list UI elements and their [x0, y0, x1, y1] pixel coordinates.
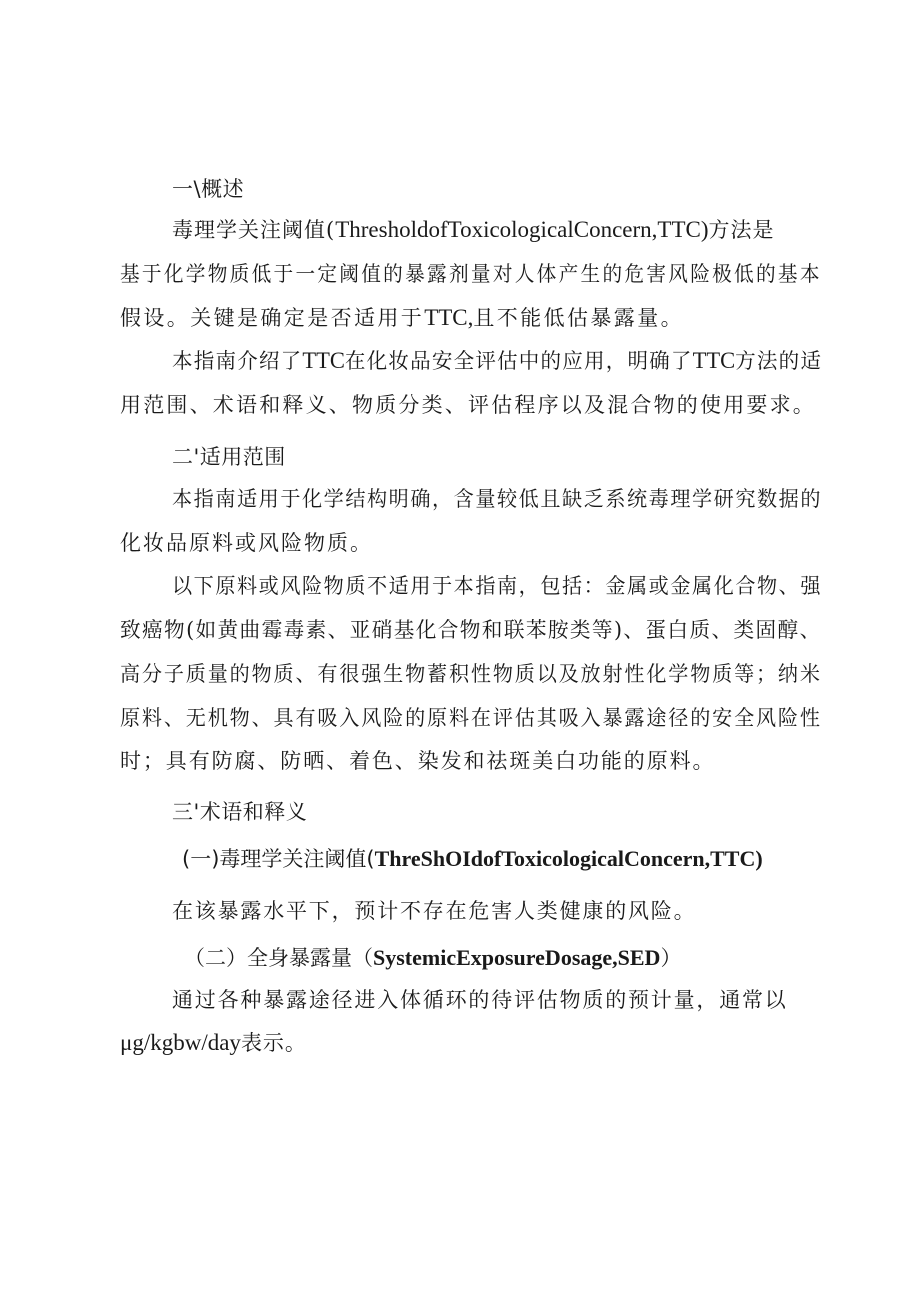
- english-term: SystemicExposureDosage,SED: [373, 945, 661, 970]
- text-span: 在化妆品安全评估中的应用，明确了: [344, 349, 693, 373]
- text-span: ）: [660, 946, 682, 970]
- paragraph-line: 基于化学物质低于一定阈值的暴露剂量对人体产生的危害风险极低的基本: [120, 262, 822, 286]
- paragraph-line: 用范围、术语和释义、物质分类、评估程序以及混合物的使用要求。: [120, 393, 816, 417]
- paragraph-line: 本指南适用于化学结构明确，含量较低且缺乏系统毒理学研究数据的: [172, 487, 822, 511]
- paragraph-line: 以下原料或风险物质不适用于本指南，包括：金属或金属化合物、强: [172, 574, 822, 598]
- english-term: TTC: [692, 348, 736, 373]
- section-heading-scope: 二'适用范围: [172, 445, 286, 469]
- paragraph-line: 原料、无机物、具有吸入风险的原料在评估其吸入暴露途径的安全风险性: [120, 706, 822, 730]
- text-span: （二）全身暴露量（: [184, 946, 373, 970]
- text-span: 本指南介绍了: [172, 349, 303, 373]
- paragraph-line: 时；具有防腐、防晒、着色、染发和祛斑美白功能的原料。: [120, 749, 716, 773]
- paragraph-line: [172, 215, 775, 245]
- subsection-heading-sed: [184, 943, 681, 973]
- paragraph-line: 通过各种暴露途径进入体循环的待评估物质的预计量，通常以: [172, 988, 788, 1012]
- section-heading-terms: 三'术语和释义: [172, 800, 308, 824]
- paragraph-line: 致癌物(如黄曲霉毒素、亚硝基化合物和联苯胺类等)、蛋白质、类固醇、: [120, 618, 822, 642]
- english-term: ThreShOIdofToxicologicalConcern,TTC): [374, 846, 763, 871]
- paragraph-line: [120, 1028, 307, 1058]
- section-heading-overview: 一\概述: [172, 177, 245, 201]
- paragraph-line: 高分子质量的物质、有很强生物蓄积性物质以及放射性化学物质等；纳米: [120, 662, 822, 686]
- unit-text: μg/kgbw/day: [120, 1030, 241, 1055]
- english-term: ThresholdofToxicologicalConcern,TTC): [335, 217, 709, 242]
- text-span: 方法是: [708, 218, 775, 242]
- english-term: TTC: [302, 348, 345, 373]
- english-term: TTC,: [424, 305, 474, 330]
- paragraph-line: 在该暴露水平下，预计不存在危害人类健康的风险。: [172, 899, 697, 923]
- paragraph-line: [120, 303, 684, 333]
- text-span: 表示。: [240, 1031, 307, 1055]
- paragraph-line: 化妆品原料或风险物质。: [120, 531, 373, 555]
- text-span: (一)毒理学关注阈值(: [182, 847, 375, 871]
- text-span: 方法的适: [735, 349, 823, 373]
- subsection-heading-ttc: [182, 844, 763, 874]
- text-span: 毒理学关注阈值(: [172, 218, 336, 242]
- text-span: 假设。关键是确定是否适用于: [120, 306, 425, 330]
- text-span: 且不能低估暴露量。: [473, 306, 685, 330]
- paragraph-line: [172, 346, 822, 376]
